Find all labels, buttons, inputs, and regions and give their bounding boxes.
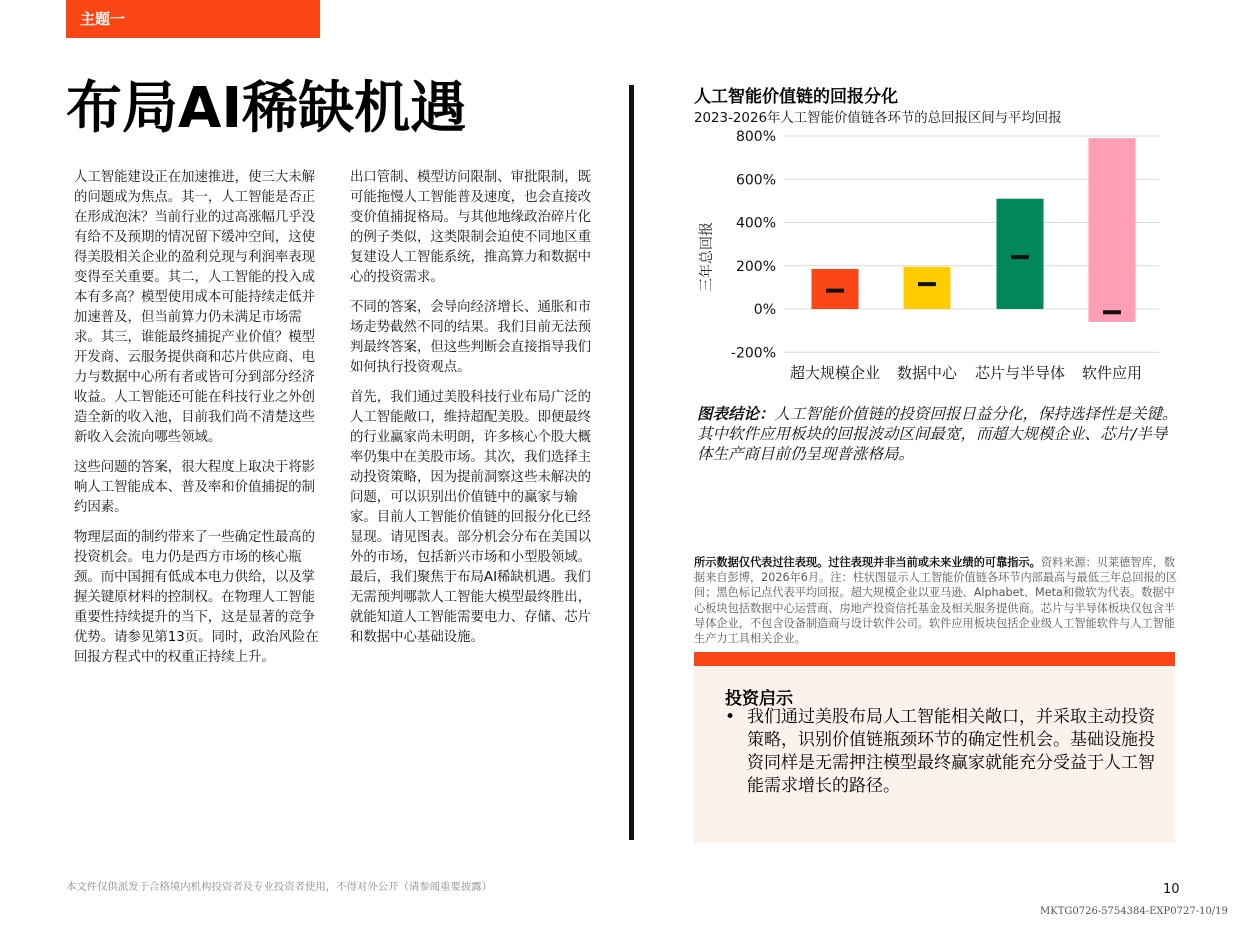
average-marker [1103, 310, 1121, 314]
chart-conclusion [697, 404, 1181, 464]
returns-bar-chart [694, 124, 1174, 389]
y-tick-label: 600% [735, 172, 776, 189]
y-tick-label: 0% [753, 302, 776, 318]
y-tick-label: 400% [735, 215, 776, 232]
section-tag: 主题一 [66, 0, 320, 38]
insight-title: 投资启示 [725, 689, 793, 709]
average-marker [918, 282, 936, 286]
paragraph: 这些问题的答案，很大程度上取决于将影响人工智能成本、普及率和价值捕捉的制约因素。 [74, 460, 316, 515]
y-tick-label: -200% [730, 345, 776, 362]
y-axis-label: 三年总回报 [699, 222, 715, 292]
paragraph: 出口管制、模型访问限制、审批限制，既可能拖慢人工智能普及速度，也会直接改变价值捕捉格局。与其他地缘政治碎片化的例子类似，这类限制会迫使不同地区重复建设人工智能系统，推高算力和数据中心的投资需求。 [350, 170, 592, 285]
x-category-label: 超大规模企业 [789, 364, 881, 382]
x-category-label: 数据中心 [896, 364, 958, 382]
insight-accent-bar [694, 652, 1175, 666]
page-title: 布局AI稀缺机遇 [66, 76, 467, 141]
conclusion-label: 图表结论： [697, 405, 775, 423]
source-notes: 资料来源：贝莱德智库，数据来自彭博，2026年6月。注：柱状图显示人工智能价值链各环节内部最高与最低三年总回报的区间；黑色标记点代表平均回报。超大规模企业以亚马逊、Alphabet、Meta和微软为代表。数据中心板块包括数据中心运营商、房地产投资信托基金及相关服务提供商。芯片与半导体板块仅包含半导体企业，不包含设备制造商与设计软件公司。软件应用板块包括企业级人工智能软件与人工智能生产力工具相关企业。 [694, 556, 1178, 646]
paragraph: 首先，我们通过美股科技行业布局广泛的人工智能敞口，维持超配美股。即便最终的行业赢家尚未明朗，许多核心个股大概率仍集中在美股市场。其次，我们选择主动投资策略，因为提前洞察这些未解决的问题，可以识别出价值链中的赢家与输家。目前人工智能价值链的回报分化已经显现。请见图表。部分机会分布在美国以外的市场，包括新兴市场和小型股领域。最后，我们聚焦于布局AI稀缺机遇。我们无需预判哪款人工智能大模型最终胜出，就能知道人工智能需要电力、存储、芯片和数据中心基础设施。 [350, 390, 592, 645]
insight-text: 我们通过美股布局人工智能相关敞口，并采取主动投资策略，识别价值链瓶颈环节的确定性机会。基础设施投资同样是无需押注模型最终赢家就能充分受益于人工智能需求增长的路径。 [747, 707, 1155, 796]
average-marker [826, 289, 844, 293]
insight-bullet-item [725, 706, 1155, 798]
chart-title: 人工智能价值链的回报分化 [694, 87, 898, 107]
paragraph: 人工智能建设正在加速推进，使三大未解的问题成为焦点。其一，人工智能是否正在形成泡沫？当前行业的过高涨幅几乎没有给不及预期的情况留下缓冲空间，这使得美股相关企业的盈利兑现与利润率表现变得至关重要。其二，人工智能的投入成本有多高？模型使用成本可能持续走低并加速普及，但当前算力仍未满足市场需求。其三，谁能最终捕捉产业价值？模型开发商、云服务提供商和芯片供应商、电力与数据中心所有者或皆可分到部分经济收益。人工智能还可能在科技行业之外创造全新的收入池，目前我们尚不清楚这些新收入会流向哪些领域。 [74, 170, 316, 445]
range-bar [904, 267, 951, 309]
footer-disclaimer: 本文件仅供派发于合格境内机构投资者及专业投资者使用，不得对外公开（请参阅重要披露） [66, 881, 493, 893]
average-marker [1011, 255, 1029, 259]
conclusion-text: 人工智能价值链的投资回报日益分化，保持选择性是关键。其中软件应用板块的回报波动区间最宽，而超大规模企业、芯片/半导体生产商目前仍呈现普涨格局。 [697, 405, 1178, 463]
chart-notes [694, 555, 1180, 646]
document-code: MKTG0726-5754384-EXP0727-10/19 [1040, 906, 1228, 917]
range-bar [997, 199, 1044, 309]
body-column-left [74, 168, 320, 678]
disclaimer-strong: 所示数据仅代表过往表现。过往表现并非当前或未来业绩的可靠指示。 [694, 556, 1041, 569]
range-bar [1089, 138, 1136, 322]
vertical-divider [629, 85, 634, 840]
page-number: 10 [1163, 882, 1180, 897]
x-category-label: 芯片与半导体 [974, 364, 1066, 382]
chart-subtitle: 2023-2026年人工智能价值链各环节的总回报区间与平均回报 [694, 111, 1062, 126]
body-column-right [350, 168, 592, 658]
paragraph: 物理层面的制约带来了一些确定性最高的投资机会。电力仍是西方市场的核心瓶颈。而中国拥有低成本电力供给，以及掌握关键原材料的控制权。在物理人工智能重要性持续提升的当下，这是显著的竞争优势。请参见第13页。同时，政治风险在回报方程式中的权重正持续上升。 [74, 530, 319, 665]
x-category-label: 软件应用 [1081, 364, 1143, 382]
y-tick-label: 800% [735, 129, 776, 145]
y-tick-label: 200% [735, 258, 776, 275]
paragraph: 不同的答案，会导向经济增长、通胀和市场走势截然不同的结果。我们目前无法预判最终答案，但这些判断会直接指导我们如何执行投资观点。 [350, 300, 592, 375]
bullet-icon: • [725, 707, 736, 727]
